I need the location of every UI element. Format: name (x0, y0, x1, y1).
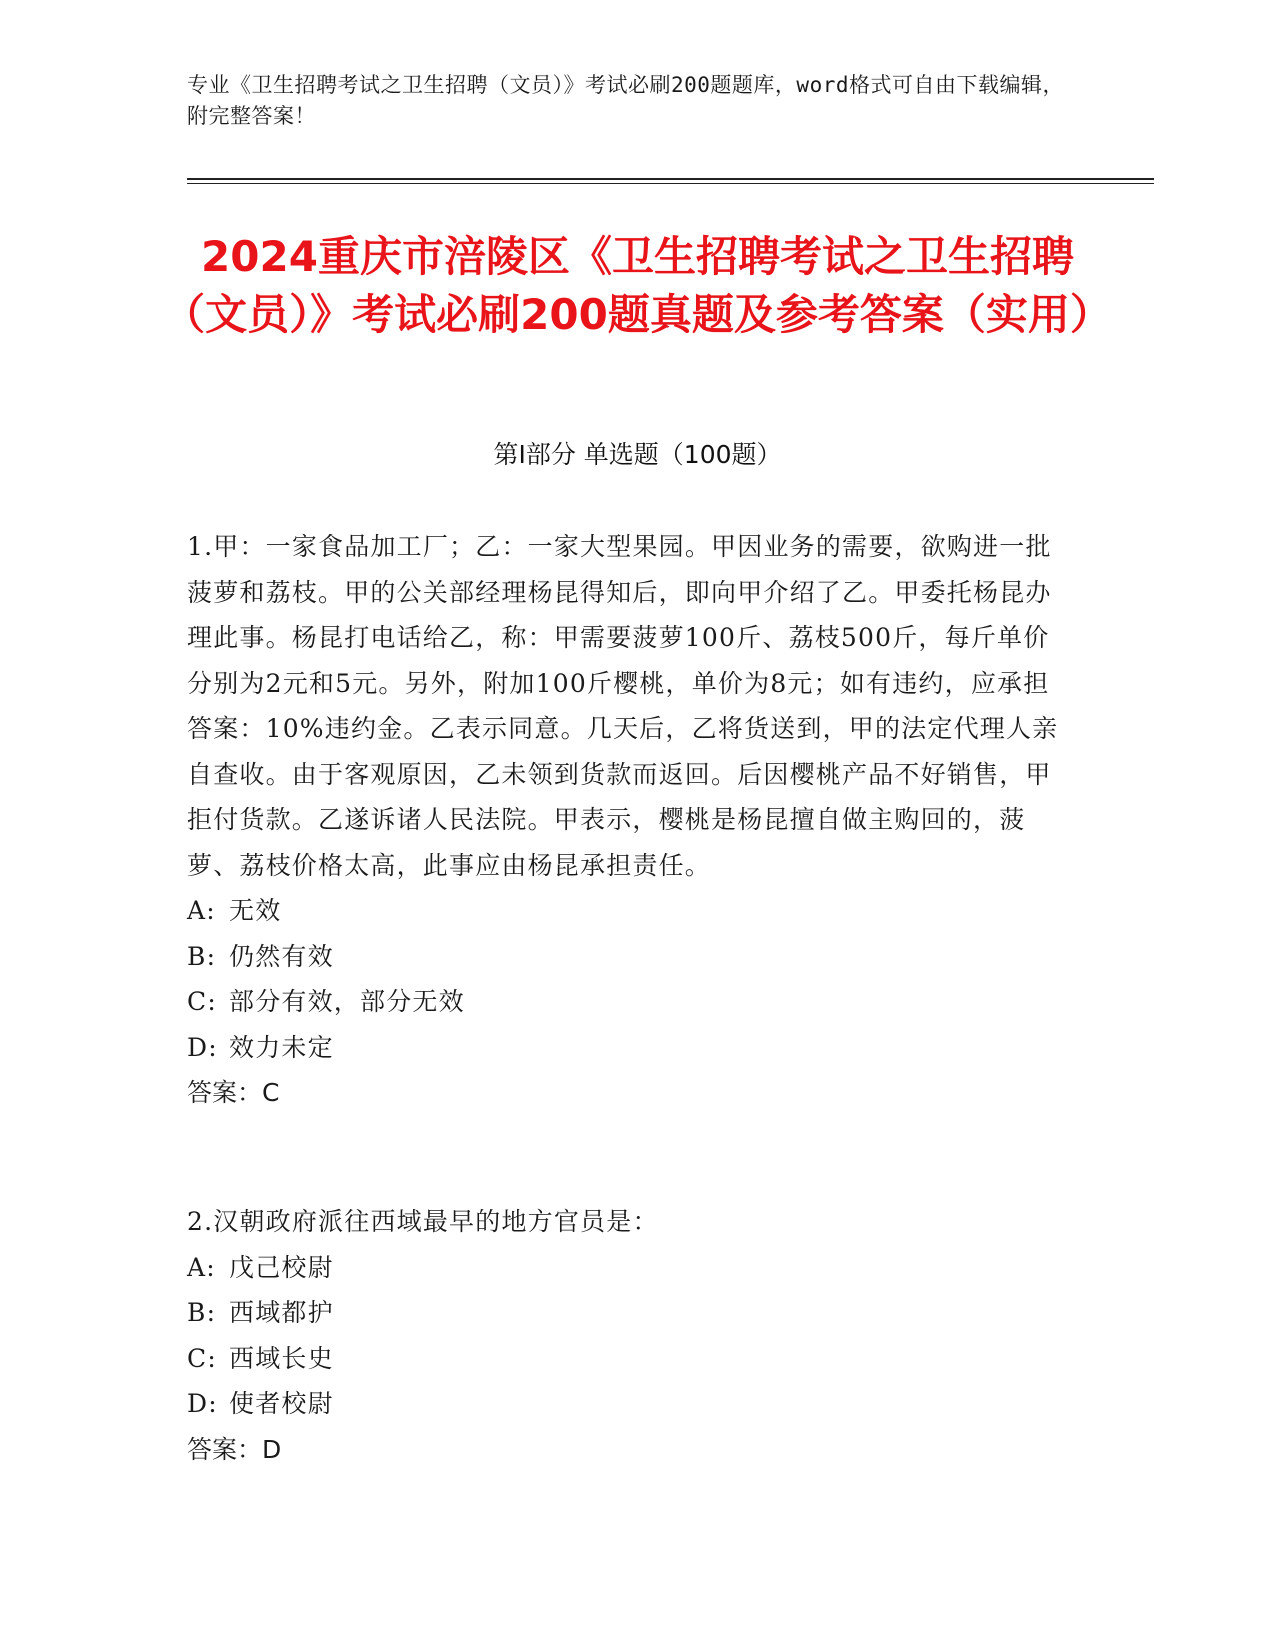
option-text: 效力未定 (229, 1032, 334, 1062)
option-text: 西域长史 (229, 1343, 334, 1373)
answer-line: 答案：C (187, 1078, 280, 1107)
option-key: A: (187, 896, 216, 925)
option-b (187, 1290, 1067, 1336)
section-title: 第Ⅰ部分 单选题（100题） (493, 440, 782, 469)
option-key: C: (187, 987, 217, 1016)
header-divider-thin (187, 183, 1154, 184)
document-title: 2024重庆市涪陵区《卫生招聘考试之卫生招聘（文员）》考试必刷200题真题及参考答案（实用） (163, 232, 1112, 339)
answer-line: 答案：D (187, 1434, 282, 1464)
header-divider (187, 178, 1154, 180)
option-d (187, 1025, 1067, 1071)
option-c (187, 1336, 1067, 1382)
option-key: C: (187, 1343, 217, 1373)
option-b (187, 934, 1067, 980)
option-key: B: (187, 941, 217, 971)
option-key: B: (187, 1298, 217, 1327)
option-text: 部分有效，部分无效 (229, 987, 465, 1016)
option-key: A: (187, 1252, 216, 1282)
option-a (187, 1245, 1067, 1291)
header-note: 专业《卫生招聘考试之卫生招聘（文员）》考试必刷200题题库，word格式可自由下载编辑，附完整答案！ (187, 73, 1064, 128)
question-text: 2.汉朝政府派往西域最早的地方官员是： (187, 1207, 659, 1236)
option-text: 无效 (229, 896, 282, 925)
option-key: D: (187, 1389, 218, 1418)
option-text: 戊己校尉 (229, 1252, 334, 1282)
question-1 (187, 524, 1067, 1116)
option-text: 仍然有效 (229, 941, 334, 971)
question-2 (187, 1199, 1067, 1472)
question-text: 1.甲：一家食品加工厂；乙：一家大型果园。甲因业务的需要，欲购进一批菠萝和荔枝。甲的公关部经理杨昆得知后，即向甲介绍了乙。甲委托杨昆办理此事。杨昆打电话给乙，称：甲需要菠萝100斤、荔枝500斤，每斤单价分别为2元和5元。另外，附加100斤樱桃，单价为8元；如有违约，应承担答案：10%违约金。乙表示同意。几天后，乙将货送到，甲的法定代理人亲自查收。由于客观原因，乙未领到货款而返回。后因樱桃产品不好销售，甲拒付货款。乙遂诉诸人民法院。甲表示，樱桃是杨昆擅自做主购回的，菠萝、荔枝价格太高，此事应由杨昆承担责任。 (187, 532, 1059, 880)
option-d (187, 1381, 1067, 1427)
option-c (187, 979, 1067, 1025)
option-text: 使者校尉 (229, 1389, 334, 1418)
option-a (187, 888, 1067, 934)
option-key: D: (187, 1032, 218, 1062)
option-text: 西域都护 (229, 1298, 334, 1327)
